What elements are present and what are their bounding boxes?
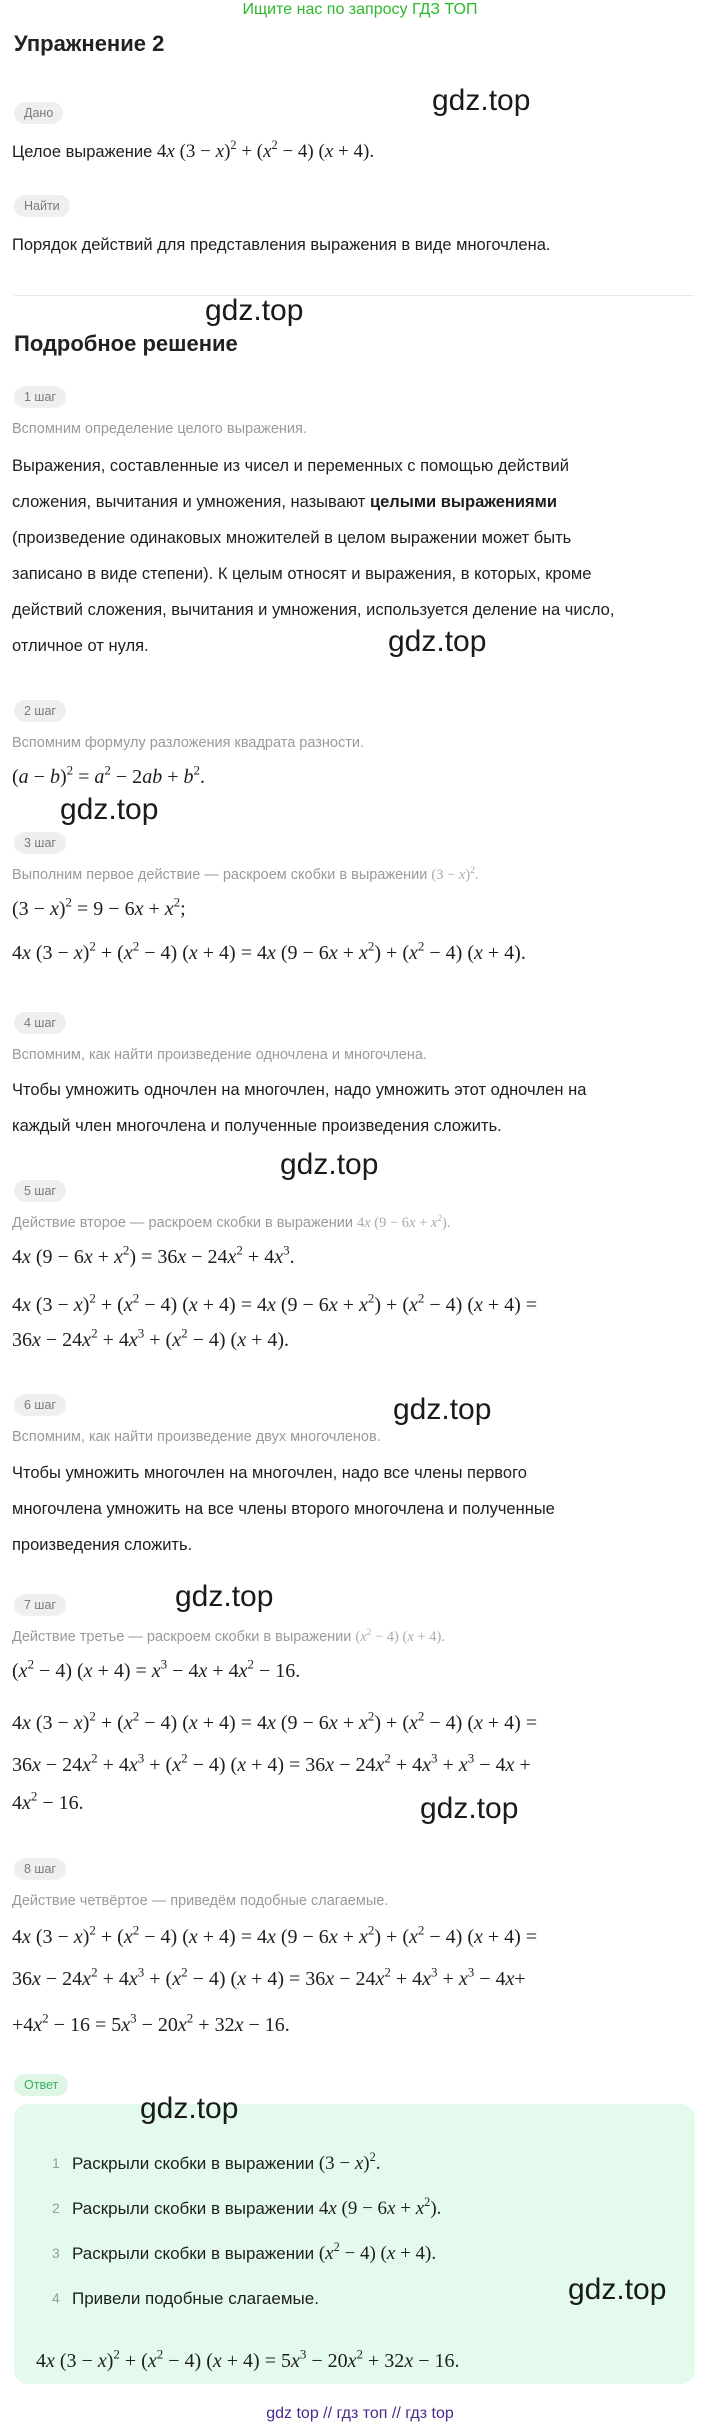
given-label-text: Целое выражение (12, 143, 153, 161)
formula: $+4x^2 - 16 = 5x^3 - 20x^2 + 32x - 16$. (12, 2010, 290, 2036)
formula: $4x^2 - 16$. (12, 1788, 84, 1814)
step-badge: 3 шаг (14, 832, 66, 854)
step-hint: Вспомним, как найти произведение одночлена и многочлена. (12, 1047, 427, 1063)
line: Выражения, составленные из чисел и переменных с помощью действий (12, 457, 569, 475)
line (12, 484, 692, 520)
footer-link[interactable]: gdz top (266, 2405, 319, 2422)
formula: $(a - b)^2 = a^2 - 2ab + b^2$. (12, 762, 205, 788)
line: произведения сложить. (12, 1536, 193, 1554)
step-badge: 1 шаг (14, 386, 66, 408)
formula: $36x - 24x^2 + 4x^3 + (x^2 - 4) (x + 4) = 36x - 24x^2 + 4x^3 + x^3 - 4x+$ (12, 1964, 526, 1990)
formula: 4x $(3 - x)^2 + (x^2 - 4)$ (x + 4) = 4x $(9 - 6x + x^2) + (x^2 - 4)$ (x + 4) = (12, 1290, 538, 1316)
step-hint: Действие четвёртое — приведём подобные слагаемые. (12, 1893, 389, 1909)
formula: $36x - 24x^2 + 4x^3 + (x^2 - 4) (x + 4) = 36x - 24x^2 + 4x^3 + x^3 - 4x$ + (12, 1750, 531, 1776)
step-badge: 7 шаг (14, 1594, 66, 1616)
given-text (12, 134, 692, 170)
answer-item-number: 1 (52, 2155, 60, 2171)
watermark: gdz.top (140, 2092, 239, 2125)
formula: $36x - 24x^2 + 4x^3 + (x^2 - 4) (x + 4)$. (12, 1325, 290, 1351)
formula: 4x $(3 - x)^2 + (x^2 - 4)$ (x + 4) = 4x $(9 - 6x + x^2) + (x^2 - 4)$ (x + 4) = (12, 1922, 538, 1948)
formula: $(3 - x)^2 = 9 - 6x + x^2$; (12, 894, 186, 920)
step-hint: Выполним первое действие — раскроем скобки в выражении $(3 - x)^2$. (12, 865, 479, 883)
line: Чтобы умножить одночлен на многочлен, надо умножить этот одночлен на (12, 1081, 587, 1099)
footer-link[interactable]: гдз top (405, 2405, 454, 2422)
find-text: Порядок действий для представления выражения в виде многочлена. (12, 236, 551, 254)
step-badge: 8 шаг (14, 1858, 66, 1880)
find-badge: Найти (14, 195, 70, 217)
answer-item: Раскрыли скобки в выражении $(3 - x)^2$. (72, 2149, 381, 2174)
line: Чтобы умножить многочлен на многочлен, надо все члены первого (12, 1464, 527, 1482)
formula: 4x $(9 - 6x + x^2) = 36x - 24x^2 + 4x^3$. (12, 1242, 295, 1268)
watermark: gdz.top (420, 1792, 519, 1825)
hint-text: Действие третье — раскроем скобки в выражении (12, 1629, 352, 1645)
footer-separator: // (323, 2405, 333, 2422)
divider (14, 295, 694, 296)
search-banner: Ищите нас по запросу ГДЗ ТОП (242, 1, 478, 18)
answer-item-text: Раскрыли скобки в выражении (72, 2244, 315, 2263)
watermark: gdz.top (388, 625, 487, 658)
step-badge: 6 шаг (14, 1394, 66, 1416)
answer-item-text: Раскрыли скобки в выражении (72, 2154, 315, 2173)
footer-links (0, 2403, 720, 2425)
formula: $(x^2 - 4) (x + 4) = x^3 - 4x + 4x^2 - 16$. (12, 1656, 301, 1682)
step-badge: 4 шаг (14, 1012, 66, 1034)
page-title: Упражнение 2 (14, 31, 165, 56)
answer-item: Привели подобные слагаемые. (72, 2289, 319, 2308)
given-badge: Дано (14, 102, 63, 124)
step-hint: Действие второе — раскроем скобки в выражении 4x $(9 - 6x + x^2)$. (12, 1213, 451, 1231)
footer-separator: // (391, 2405, 401, 2422)
line: каждый член многочлена и полученные произведения сложить. (12, 1117, 502, 1135)
footer-link[interactable]: гдз топ (336, 2405, 388, 2422)
answer-item-number: 2 (52, 2200, 60, 2216)
term-bold: целыми выражениями (369, 493, 557, 511)
answer-formula: 4x $(3 - x)^2 + (x^2 - 4)$ $(x + 4) = 5x^3 - 20x^2 + 32x - 16$. (36, 2346, 460, 2372)
line: (произведение одинаковых множителей в целом выражении может быть (12, 529, 572, 547)
watermark: gdz.top (568, 2273, 667, 2306)
answer-badge: Ответ (14, 2074, 68, 2096)
step-badge: 2 шаг (14, 700, 66, 722)
line: записано в виде степени). К целым относят и выражения, в которых, кроме (12, 565, 592, 583)
answer-item-number: 4 (52, 2290, 60, 2306)
step1-paragraph (12, 448, 692, 664)
watermark: gdz.top (432, 84, 531, 117)
watermark: gdz.top (60, 793, 159, 826)
line: отличное от нуля. (12, 637, 149, 655)
step-hint: Вспомним формулу разложения квадрата разности. (12, 735, 364, 751)
answer-item: Раскрыли скобки в выражении $(x^2 - 4) (x + 4)$. (72, 2239, 437, 2264)
step6-paragraph (12, 1455, 692, 1563)
hint-text: Выполним первое действие — раскроем скобки в выражении (12, 867, 428, 883)
formula: 4x $(3 - x)^2 + (x^2 - 4)$ (x + 4) = 4x $(9 - 6x + x^2) + (x^2 - 4)$ (x + 4). (12, 938, 526, 964)
step-badge: 5 шаг (14, 1180, 66, 1202)
step-hint: Вспомним определение целого выражения. (12, 421, 307, 437)
watermark: gdz.top (205, 294, 304, 327)
step-hint: Действие третье — раскроем скобки в выражении $(x^2 - 4) (x + 4)$. (12, 1627, 445, 1645)
watermark: gdz.top (280, 1148, 379, 1181)
answer-item: Раскрыли скобки в выражении 4x $(9 - 6x + x^2)$. (72, 2194, 442, 2219)
line: многочлена умножить на все члены второго многочлена и полученные (12, 1500, 555, 1518)
watermark: gdz.top (393, 1393, 492, 1426)
answer-item-text: Раскрыли скобки в выражении (72, 2199, 315, 2218)
step4-paragraph (12, 1072, 692, 1144)
answer-item-number: 3 (52, 2245, 60, 2261)
step-hint: Вспомним, как найти произведение двух многочленов. (12, 1429, 381, 1445)
watermark: gdz.top (175, 1580, 274, 1613)
given-expression: 4x $(3 - x)^2 + (x^2 - 4)$ (x + 4). (156, 137, 375, 162)
line: действий сложения, вычитания и умножения, используется деление на число, (12, 601, 615, 619)
hint-text: Действие второе — раскроем скобки в выражении (12, 1215, 353, 1231)
formula: 4x $(3 - x)^2 + (x^2 - 4)$ (x + 4) = 4x $(9 - 6x + x^2) + (x^2 - 4)$ (x + 4) = (12, 1708, 538, 1734)
text: сложения, вычитания и умножения, называют (12, 493, 370, 511)
solution-title: Подробное решение (14, 331, 238, 356)
